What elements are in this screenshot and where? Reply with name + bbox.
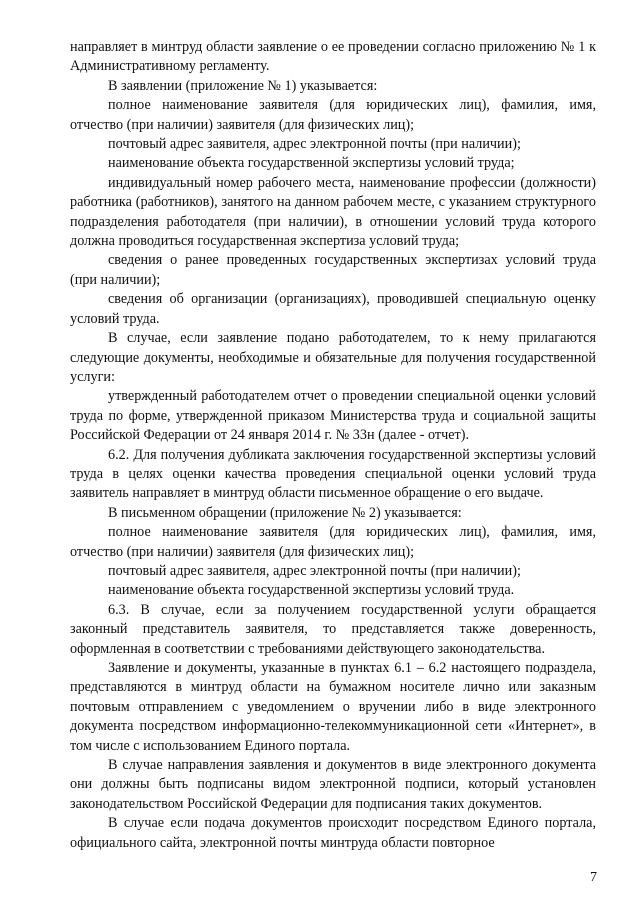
paragraph: индивидуальный номер рабочего места, наименование профессии (должности) работника (работников), занятого на данном рабочем месте, с указанием структурного подразделения работодателя (при наличии), в отношении условий труда которого должна проводиться государственная экспертиза условий труда; [70,174,596,250]
paragraph: наименование объекта государственной экспертизы условий труда; [108,155,515,172]
paragraph: полное наименование заявителя (для юридических лиц), фамилия, имя, отчество (при наличии) заявителя (для физических лиц); [70,97,596,133]
paragraph: В случае направления заявления и документов в виде электронного документа они должны быть подписаны видом электронной подписи, который установлен законодательством Российской Федерации для подписания таких документов. [70,757,596,812]
paragraph: В заявлении (приложение № 1) указывается: [108,77,378,94]
paragraph: утвержденный работодателем отчет о проведении специальной оценки условий труда по форме, утвержденной приказом Министерства труда и социальной защиты Российской Федерации от 24 января 2014 г. № 33н (далее - отчет). [70,388,596,444]
paragraph: наименование объекта государственной экспертизы условий труда. [108,582,515,599]
paragraph: почтовый адрес заявителя, адрес электронной почты (при наличии); [108,562,521,579]
page-number: 7 [590,870,597,885]
paragraph: почтовый адрес заявителя, адрес электронной почты (при наличии); [108,136,521,153]
paragraph: сведения об организации (организациях), проводившей специальную оценку условий труда. [70,291,596,327]
paragraph: Заявление и документы, указанные в пунктах 6.1 – 6.2 настоящего подраздела, представляются в минтруд области на бумажном носителе лично или заказным почтовым отправлением с уведомлением о вручении либо в виде электронного документа посредством информационно-телекоммуникационной сети «Интернет», в том числе с использованием Единого портала. [70,660,596,754]
paragraph: В случае, если заявление подано работодателем, то к нему прилагаются следующие документы, необходимые и обязательные для получения государственной услуги: [70,330,596,385]
paragraph: 6.2. Для получения дубликата заключения государственной экспертизы условий труда в целях оценки качества проведения специальной оценки условий труда заявитель направляет в минтруд области письменное обращение о его выдаче. [70,446,596,502]
document-body [70,38,596,853]
paragraph: 6.3. В случае, если за получением государственной услуги обращается законный представитель заявителя, то представляется также доверенность, оформленная в соответствии с требованиями действующего законодательства. [70,601,596,657]
paragraph: В случае если подача документов происходит посредством Единого портала, официального сайта, электронной почты минтруда области повторное [70,815,596,851]
paragraph: В письменном обращении (приложение № 2) указывается: [108,504,462,521]
paragraph: полное наименование заявителя (для юридических лиц), фамилия, имя, отчество (при наличии) заявителя (для физических лиц); [70,524,596,560]
paragraph: сведения о ранее проведенных государственных экспертизах условий труда (при наличии); [70,252,596,288]
paragraph: направляет в минтруд области заявление о ее проведении согласно приложению № 1 к Административному регламенту. [70,39,596,75]
